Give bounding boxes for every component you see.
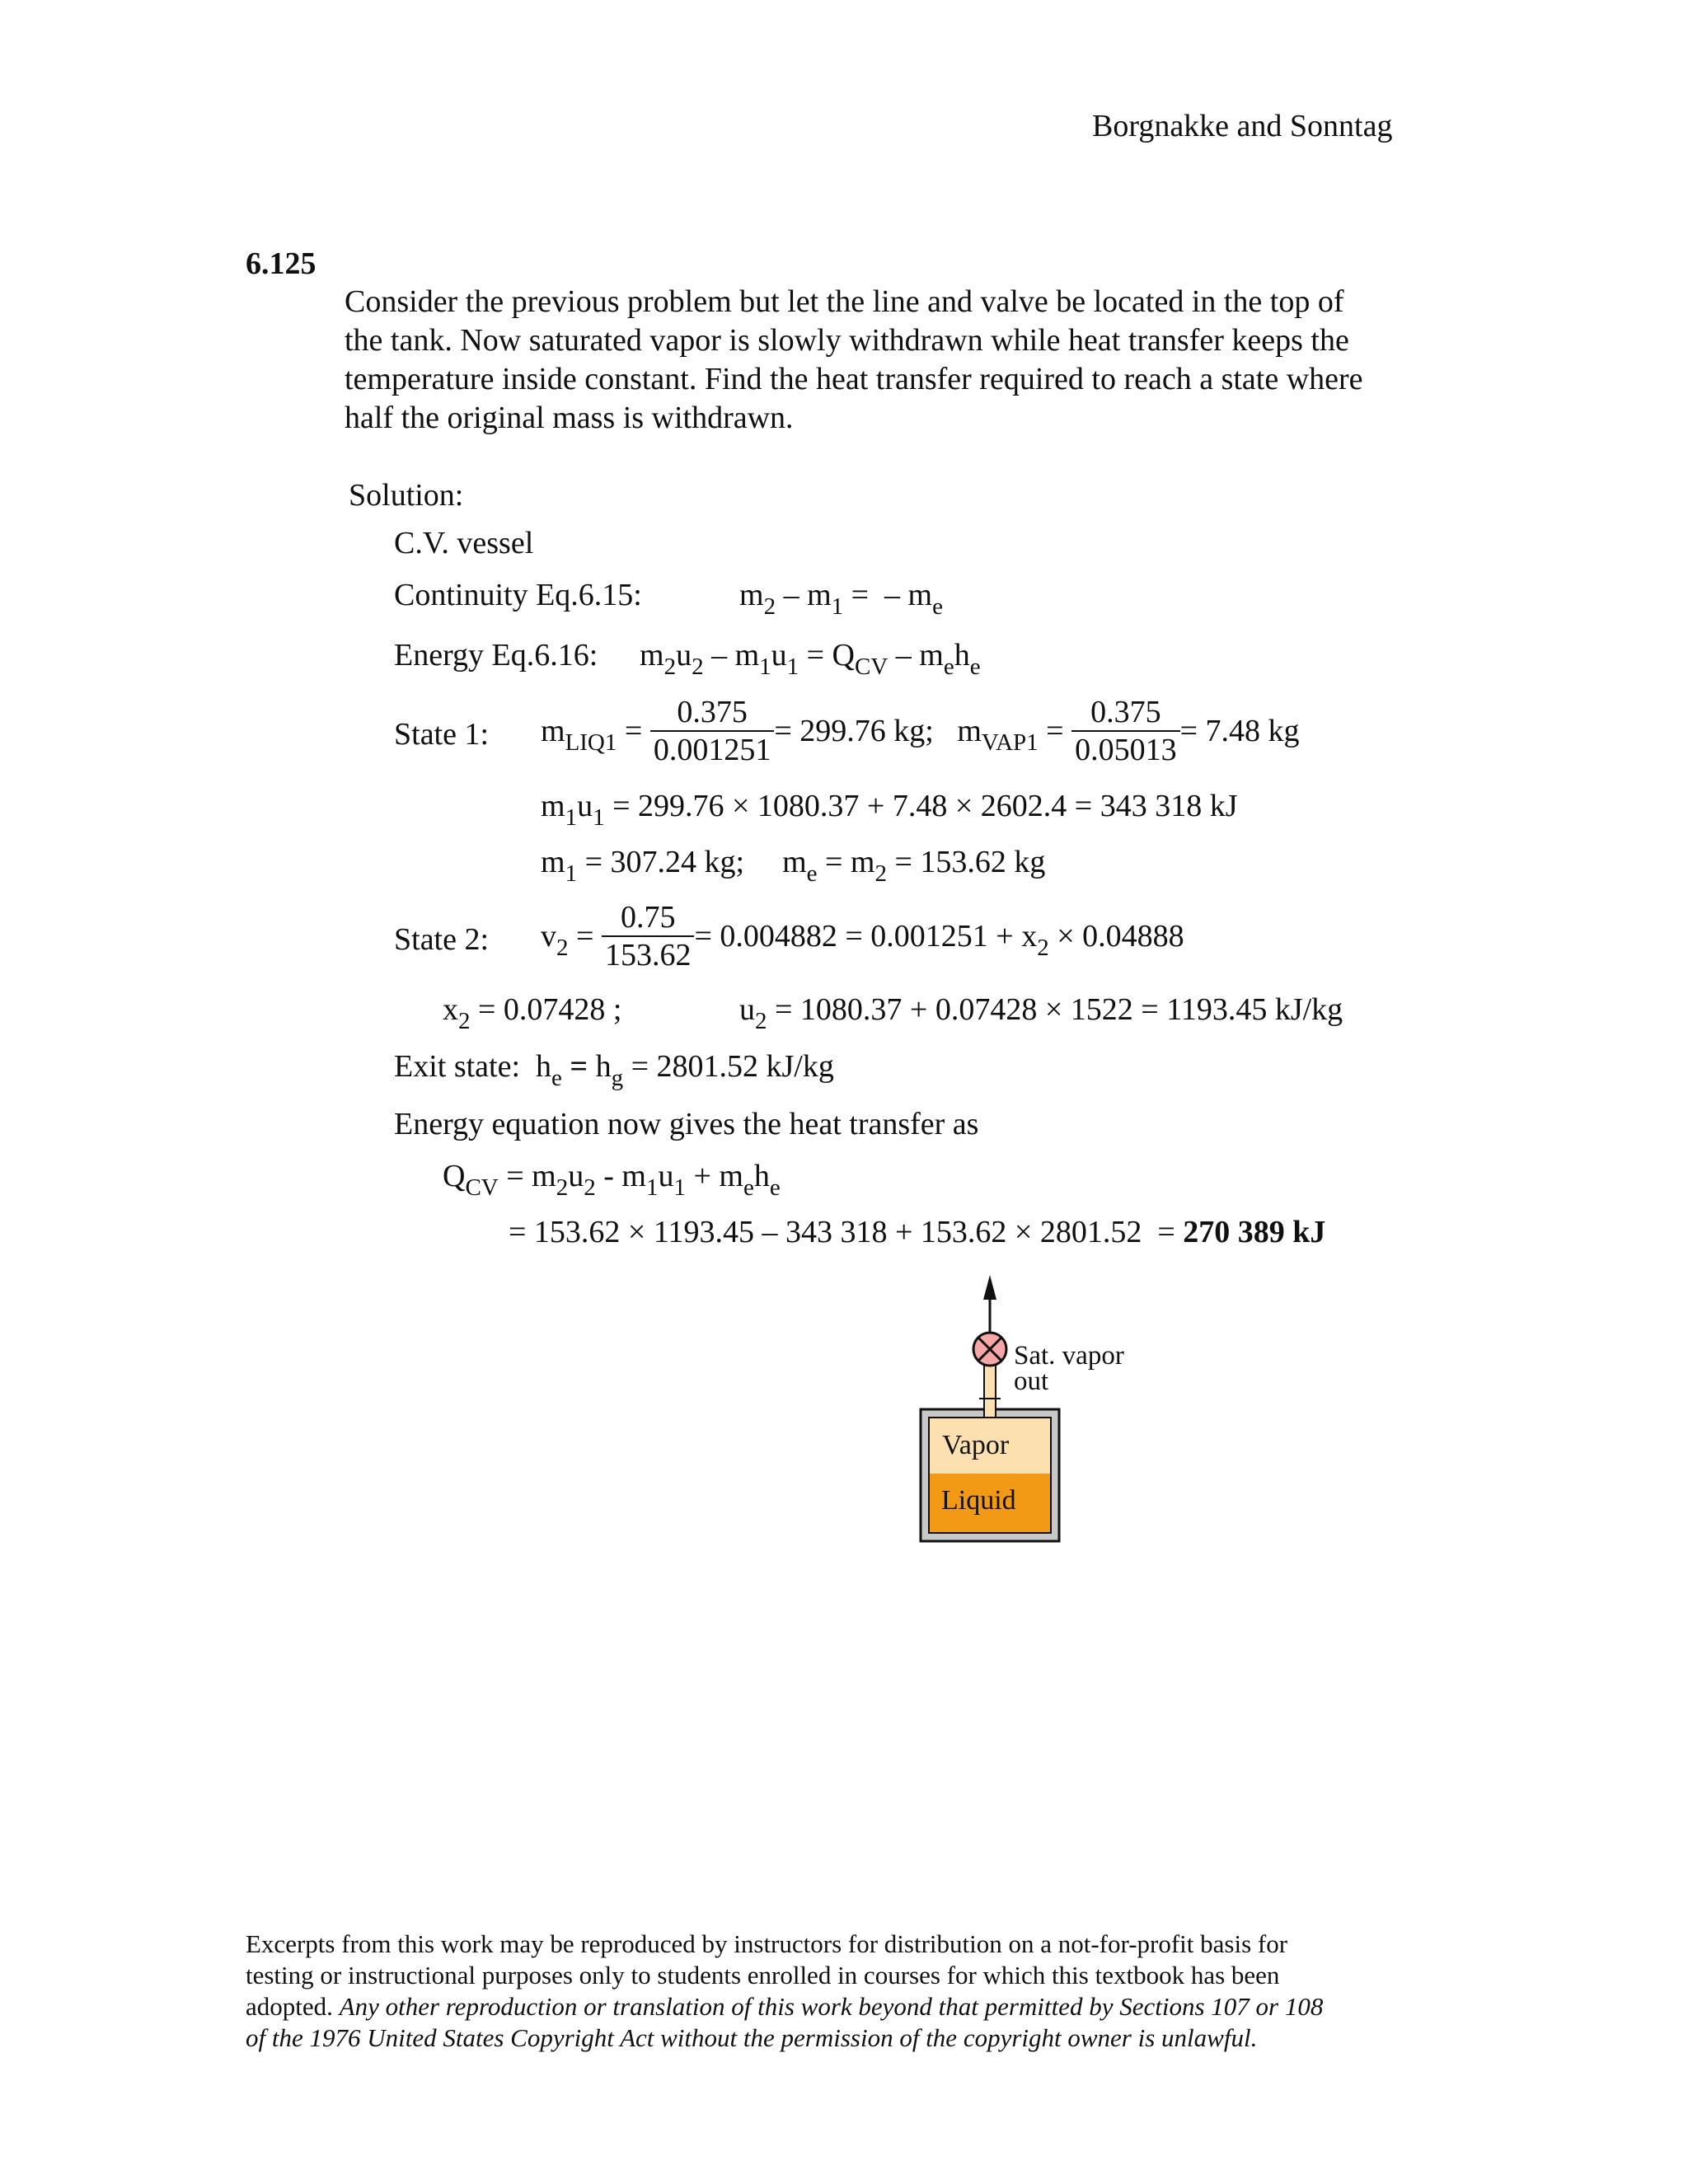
copyright-footer [246, 1929, 1432, 2054]
problem-statement-line-2: the tank. Now saturated vapor is slowly withdrawn while heat transfer keeps the [345, 323, 1349, 358]
problem-statement-line-3: temperature inside constant. Find the heat transfer required to reach a state where [345, 362, 1363, 396]
internal-energy-state-1-rhs: = 299.76 × 1080.37 + 7.48 × 2602.4 = 343 318 kJ [612, 789, 1238, 823]
internal-energy-state-1: $m_1u_1 = 299.76 \times 1080.37 + 7.48 \times 2602.4 = 343$ 318 kJ [541, 789, 1238, 831]
liquid-mass-fraction [650, 694, 775, 768]
heat-transfer-calc-text: = 153.62 × 1193.45 – 343 318 + 153.62 × 2801.52 [509, 1215, 1142, 1249]
heat-transfer-calculation: = 153.62 × 1193.45 – 343 318 + 153.62 × 2801.52 = 270 389 kJ [509, 1215, 1326, 1249]
mass-values-line: $m_1 = 307.24$ kg; $m_e = m_2 = 153.62$ kg [541, 845, 1046, 887]
page-header-authors: Borgnakke and Sonntag [1092, 109, 1393, 143]
outflow-arrow-icon [983, 1275, 996, 1300]
energy-label: Energy Eq.6.16: [394, 638, 598, 673]
specific-volume-rhs-b: × 0.04888 [1048, 919, 1184, 954]
tank-figure [907, 1273, 1170, 1558]
state-1-label: State 1: [394, 717, 490, 752]
quality-value: = 0.07428 ; [478, 992, 622, 1027]
state-2-volume-equation: $v_2$ = $\frac{0.75}{153.62}$ = $0.004882 = 0.001251 + x_2 \times 0.04888$ [541, 900, 1184, 972]
liquid-mass-result: = 299.76 kg; [774, 714, 934, 748]
problem-statement-line-4: half the original mass is withdrawn. [345, 401, 794, 435]
exit-state-label: Exit state: [394, 1049, 521, 1084]
liquid-fraction-denominator: 0.001251 [653, 733, 771, 767]
outflow-label-line-1: Sat. vapor [1014, 1341, 1124, 1371]
footer-line-3-italic: Any other reproduction or translation of this work beyond that permitted by Sections 107 or 108 [339, 1992, 1324, 2021]
heat-transfer-answer: 270 389 kJ [1183, 1215, 1326, 1249]
vapor-fraction-denominator: 0.05013 [1075, 733, 1177, 767]
problem-statement-line-1: Consider the previous problem but let the line and valve be located in the top of [345, 284, 1344, 319]
exit-mass-value: = 153.62 kg [894, 845, 1046, 879]
exit-enthalpy-value: = 2801.52 kJ/kg [631, 1049, 834, 1084]
specific-volume-fraction [602, 899, 695, 973]
control-volume-line: C.V. vessel [394, 526, 534, 560]
footer-line-3-normal: adopted. [246, 1992, 340, 2021]
continuity-label: Continuity Eq.6.15: [394, 578, 642, 612]
footer-line-4: of the 1976 United States Copyright Act without the permission of the copyright owner is unlawful. [246, 2023, 1258, 2052]
vapor-mass-result: = 7.48 kg [1179, 714, 1300, 748]
exit-state-line: Exit state: $h_e = h_g = 2801.52$ kJ/kg [394, 1049, 834, 1091]
continuity-equation: $m_2 - m_1$ = – $m_e$ [739, 578, 943, 620]
outlet-pipe [984, 1362, 996, 1418]
liquid-label: Liquid [941, 1485, 1016, 1516]
vapor-mass-fraction [1071, 694, 1180, 768]
energy-equation-text: Energy equation now gives the heat transfer as [394, 1107, 979, 1141]
heat-transfer-equation: $Q_{CV} = m_2u_2 - m_1u_1 + m_eh_e$ [443, 1159, 781, 1201]
quality-state-2: $x_2 = 0.07428$ ; [443, 992, 622, 1034]
vapor-label: Vapor [942, 1430, 1010, 1460]
specific-volume-rhs-a: = 0.004882 = 0.001251 + x [694, 919, 1038, 954]
specific-volume-denominator: 153.62 [604, 938, 692, 972]
liquid-fraction-numerator: 0.375 [650, 694, 775, 732]
energy-equation: $m_2u_2 - m_1u_1 = Q_{CV} - m_eh_e$ [640, 638, 981, 680]
vapor-fraction-numerator: 0.375 [1071, 694, 1180, 732]
internal-energy-value: = 1080.37 + 0.07428 × 1522 = 1193.45 kJ/kg [775, 992, 1343, 1027]
state-1-mass-equation: $m_{LIQ1}$ = $\frac{0.375}{0.001251}$ = 299.76 kg; $m_{VAP1}$ = $\frac{0.375}{0.05013}$ = 7.48 kg [541, 695, 1300, 767]
initial-mass-value: = 307.24 kg; [584, 845, 745, 879]
footer-line-2: testing or instructional purposes only to students enrolled in courses for which this textbook has been [246, 1961, 1280, 1990]
outflow-label-line-2: out [1014, 1366, 1049, 1396]
specific-volume-numerator: 0.75 [602, 899, 695, 937]
problem-number: 6.125 [246, 246, 316, 281]
internal-energy-state-2: $u_2 = 1080.37 + 0.07428 \times 1522 = 1193.45$ kJ/kg [739, 992, 1343, 1034]
state-2-label: State 2: [394, 922, 490, 957]
footer-line-3 [246, 1991, 1432, 2022]
solution-heading: Solution: [349, 478, 464, 513]
footer-line-1: Excerpts from this work may be reproduced by instructors for distribution on a not-for-profit basis for [246, 1929, 1288, 1958]
